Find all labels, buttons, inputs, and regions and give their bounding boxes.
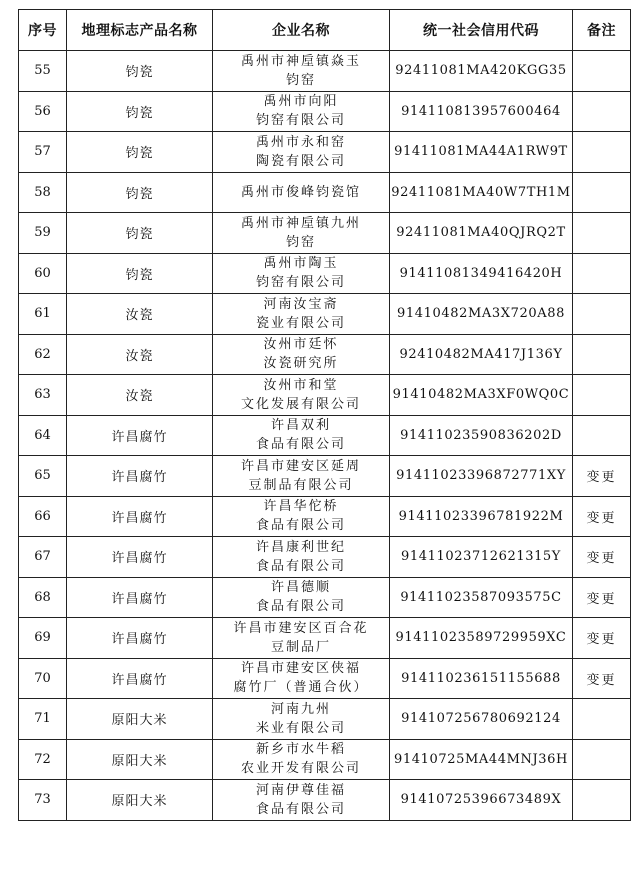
row-note [573, 132, 631, 173]
company-name-line: 瓷业有限公司 [255, 315, 346, 331]
row-credit-code: 91411081349416420H [390, 253, 573, 294]
row-product: 许昌腐竹 [67, 618, 213, 659]
row-note [573, 213, 631, 254]
table-row [19, 415, 631, 456]
row-credit-code: 91410482MA3XF0WQ0C [390, 375, 573, 416]
row-company [213, 577, 390, 618]
row-credit-code: 92411081MA40QJRQ2T [390, 213, 573, 254]
table-row [19, 51, 631, 92]
table-body [19, 51, 631, 821]
company-name-line: 许昌双利 [270, 418, 331, 434]
row-product: 许昌腐竹 [67, 496, 213, 537]
header-note: 备注 [573, 10, 631, 51]
row-company [213, 132, 390, 173]
row-product: 许昌腐竹 [67, 456, 213, 497]
table-row [19, 496, 631, 537]
company-name-line: 农业开发有限公司 [240, 761, 361, 777]
company-name-line: 食品有限公司 [255, 518, 346, 534]
company-name-line: 禹州市向阳 [263, 94, 339, 110]
company-name-line: 河南伊尊佳福 [255, 782, 346, 798]
row-company [213, 253, 390, 294]
company-name-line: 汝瓷研究所 [263, 356, 339, 372]
row-product: 许昌腐竹 [67, 537, 213, 578]
row-index: 66 [19, 496, 67, 537]
row-product: 许昌腐竹 [67, 577, 213, 618]
row-product: 许昌腐竹 [67, 415, 213, 456]
row-note [573, 780, 631, 821]
row-company [213, 537, 390, 578]
company-name-line: 食品有限公司 [255, 558, 346, 574]
row-product: 原阳大米 [67, 739, 213, 780]
row-credit-code: 92410482MA417J136Y [390, 334, 573, 375]
table-row [19, 91, 631, 132]
table-row [19, 618, 631, 659]
company-name-line: 许昌市建安区侠福 [240, 661, 361, 677]
row-index: 70 [19, 658, 67, 699]
row-credit-code: 914110236151155688 [390, 658, 573, 699]
company-name-line: 许昌德顺 [270, 580, 331, 596]
company-name-line: 汝州市和堂 [263, 377, 339, 393]
row-index: 56 [19, 91, 67, 132]
table-row [19, 577, 631, 618]
row-credit-code: 92411081MA40W7TH1M [390, 172, 573, 213]
row-company [213, 496, 390, 537]
company-name-line: 食品有限公司 [255, 599, 346, 615]
row-product: 钧瓷 [67, 172, 213, 213]
company-name-line: 许昌康利世纪 [255, 539, 346, 555]
row-note: 变更 [573, 577, 631, 618]
row-credit-code: 92411081MA420KGG35 [390, 51, 573, 92]
row-product: 原阳大米 [67, 780, 213, 821]
row-note: 变更 [573, 456, 631, 497]
row-note [573, 415, 631, 456]
row-company [213, 334, 390, 375]
row-company [213, 294, 390, 335]
row-product: 汝瓷 [67, 334, 213, 375]
row-company [213, 213, 390, 254]
row-index: 55 [19, 51, 67, 92]
company-name-line: 钧窑 [285, 234, 316, 250]
row-company [213, 456, 390, 497]
row-company [213, 618, 390, 659]
row-note [573, 739, 631, 780]
company-name-line: 钧窑有限公司 [255, 275, 346, 291]
row-note [573, 172, 631, 213]
table-row [19, 375, 631, 416]
company-name-line: 禹州市永和窑 [255, 134, 346, 150]
company-name-line: 豆制品厂 [270, 639, 331, 655]
company-name-line: 钧窑有限公司 [255, 113, 346, 129]
row-index: 60 [19, 253, 67, 294]
row-company [213, 415, 390, 456]
row-company [213, 739, 390, 780]
table-row [19, 294, 631, 335]
row-index: 57 [19, 132, 67, 173]
header-product: 地理标志产品名称 [67, 10, 213, 51]
table-row [19, 334, 631, 375]
company-name-line: 河南九州 [270, 701, 331, 717]
row-company [213, 91, 390, 132]
row-index: 65 [19, 456, 67, 497]
row-note [573, 253, 631, 294]
company-name-line: 米业有限公司 [255, 720, 346, 736]
row-index: 58 [19, 172, 67, 213]
row-product: 汝瓷 [67, 375, 213, 416]
table-row [19, 132, 631, 173]
row-product: 钧瓷 [67, 253, 213, 294]
row-credit-code: 91411023590836202D [390, 415, 573, 456]
row-note [573, 699, 631, 740]
row-note [573, 334, 631, 375]
row-index: 69 [19, 618, 67, 659]
company-name-line: 新乡市水牛稻 [255, 742, 346, 758]
row-index: 64 [19, 415, 67, 456]
company-name-line: 禹州市俊峰钧瓷馆 [240, 184, 361, 200]
row-credit-code: 91411023712621315Y [390, 537, 573, 578]
table-row [19, 537, 631, 578]
company-name-line: 许昌市建安区延周 [240, 458, 361, 474]
row-product: 钧瓷 [67, 132, 213, 173]
row-index: 72 [19, 739, 67, 780]
row-credit-code: 91411081MA44A1RW9T [390, 132, 573, 173]
row-company [213, 780, 390, 821]
table-row [19, 780, 631, 821]
row-note: 变更 [573, 658, 631, 699]
row-product: 钧瓷 [67, 213, 213, 254]
row-credit-code: 91411023587093575C [390, 577, 573, 618]
header-credit-code: 统一社会信用代码 [390, 10, 573, 51]
table-row [19, 699, 631, 740]
company-name-line: 汝州市廷怀 [263, 337, 339, 353]
row-index: 62 [19, 334, 67, 375]
row-note [573, 91, 631, 132]
row-credit-code: 914107256780692124 [390, 699, 573, 740]
row-company [213, 375, 390, 416]
header-index: 序号 [19, 10, 67, 51]
row-note [573, 294, 631, 335]
row-company [213, 699, 390, 740]
row-credit-code: 91411023396781922M [390, 496, 573, 537]
row-product: 许昌腐竹 [67, 658, 213, 699]
header-company: 企业名称 [213, 10, 390, 51]
row-index: 67 [19, 537, 67, 578]
company-name-line: 陶瓷有限公司 [255, 153, 346, 169]
enterprise-registry-table [18, 9, 631, 821]
row-product: 汝瓷 [67, 294, 213, 335]
row-index: 63 [19, 375, 67, 416]
company-name-line: 禹州市陶玉 [263, 256, 339, 272]
row-note: 变更 [573, 537, 631, 578]
company-name-line: 腐竹厂（普通合伙） [233, 680, 369, 696]
row-note [573, 51, 631, 92]
row-credit-code: 91411023589729959XC [390, 618, 573, 659]
row-index: 71 [19, 699, 67, 740]
row-credit-code: 91410725396673489X [390, 780, 573, 821]
table-row [19, 172, 631, 213]
row-credit-code: 914110813957600464 [390, 91, 573, 132]
company-name-line: 豆制品有限公司 [248, 477, 354, 493]
row-company [213, 172, 390, 213]
row-product: 钧瓷 [67, 51, 213, 92]
table-row [19, 213, 631, 254]
company-name-line: 食品有限公司 [255, 437, 346, 453]
row-note [573, 375, 631, 416]
company-name-line: 禹州市神垕镇焱玉 [240, 53, 361, 69]
row-product: 原阳大米 [67, 699, 213, 740]
row-credit-code: 91411023396872771XY [390, 456, 573, 497]
company-name-line: 文化发展有限公司 [240, 396, 361, 412]
company-name-line: 食品有限公司 [255, 801, 346, 817]
company-name-line: 禹州市神垕镇九州 [240, 215, 361, 231]
row-index: 61 [19, 294, 67, 335]
row-index: 68 [19, 577, 67, 618]
table-row [19, 658, 631, 699]
row-note: 变更 [573, 496, 631, 537]
table-row [19, 253, 631, 294]
table-row [19, 739, 631, 780]
table-header-row [19, 10, 631, 51]
company-name-line: 河南汝宝斋 [263, 296, 339, 312]
row-credit-code: 91410725MA44MNJ36H [390, 739, 573, 780]
company-name-line: 许昌华佗桥 [263, 499, 339, 515]
row-company [213, 51, 390, 92]
row-company [213, 658, 390, 699]
row-index: 73 [19, 780, 67, 821]
company-name-line: 钧窑 [285, 72, 316, 88]
row-index: 59 [19, 213, 67, 254]
table-row [19, 456, 631, 497]
company-name-line: 许昌市建安区百合花 [233, 620, 369, 636]
row-note: 变更 [573, 618, 631, 659]
row-product: 钧瓷 [67, 91, 213, 132]
row-credit-code: 91410482MA3X720A88 [390, 294, 573, 335]
